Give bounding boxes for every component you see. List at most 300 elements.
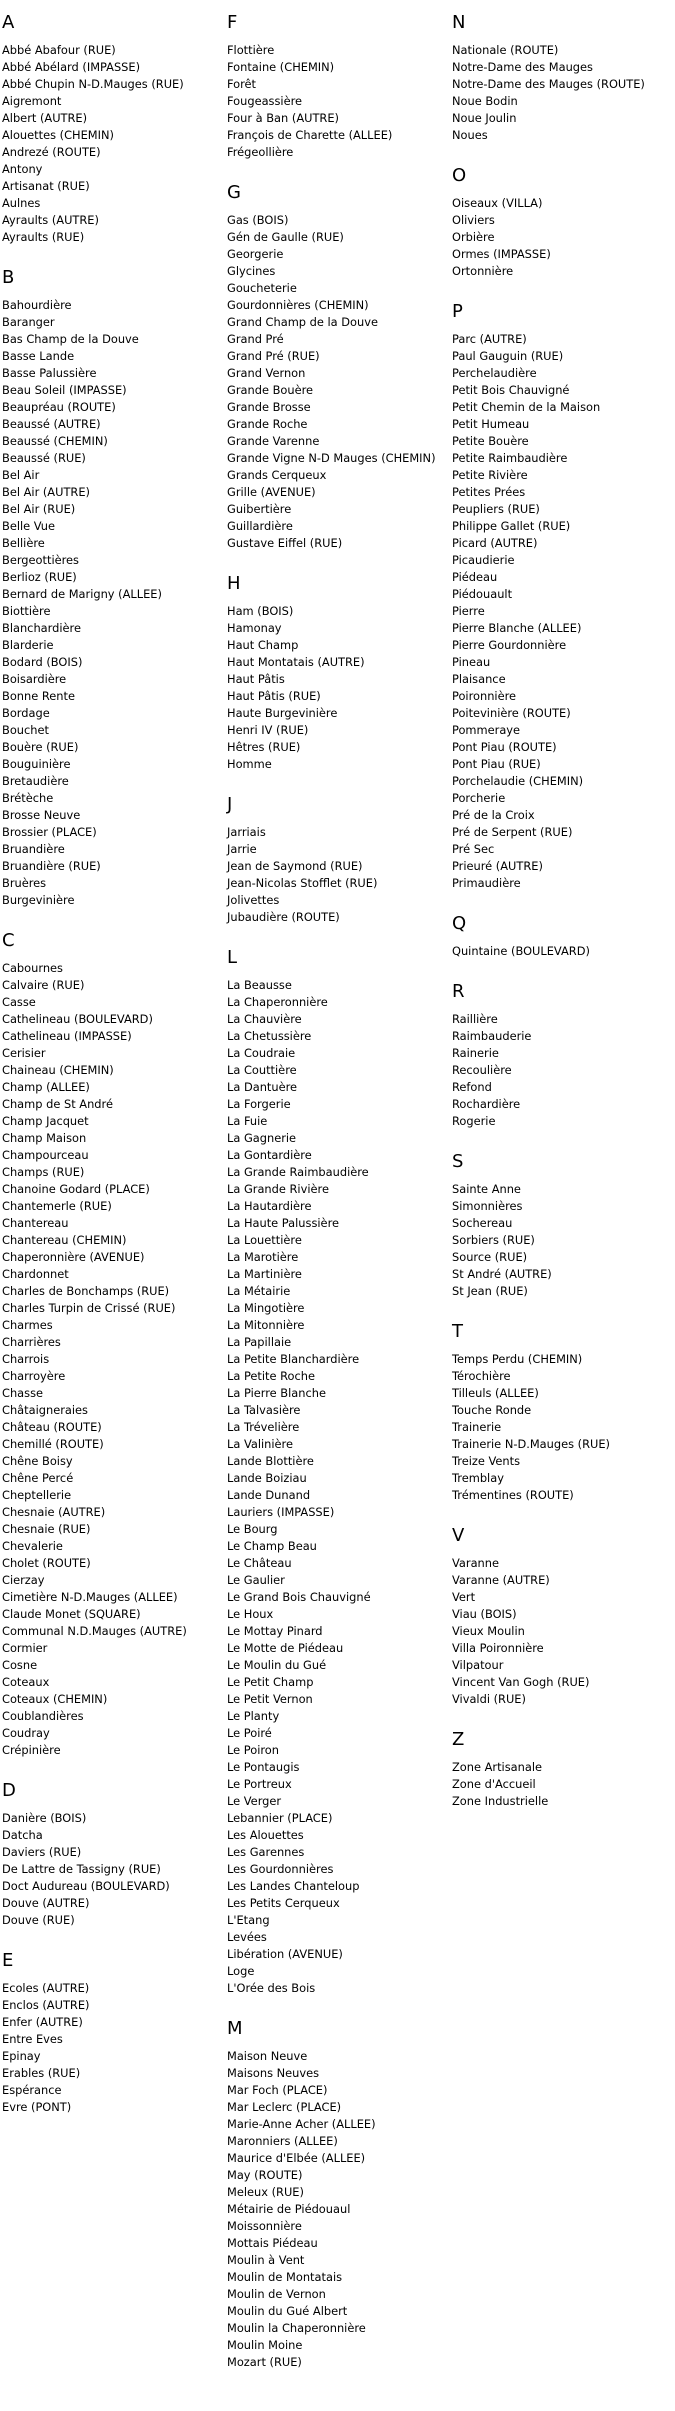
street-name: Petite Bouère xyxy=(452,434,529,448)
street-name: Peupliers (RUE) xyxy=(452,502,540,516)
street-name: Coublandières xyxy=(2,1709,84,1723)
street-name: Vert xyxy=(452,1590,476,1604)
street-name: Gas (BOIS) xyxy=(227,213,289,227)
street-name: Cabournes xyxy=(2,961,63,975)
street-name: La Pierre Blanche xyxy=(227,1386,326,1400)
street-name: Vivaldi (RUE) xyxy=(452,1692,526,1706)
street-name: Charmes xyxy=(2,1318,53,1332)
street-name: Les Garennes xyxy=(227,1845,305,1859)
street-name: Beaussé (RUE) xyxy=(2,451,86,465)
street-name: La Métairie xyxy=(227,1284,291,1298)
letter-section xyxy=(227,573,447,773)
street-name: Basse Lande xyxy=(2,349,75,363)
street-name: Danière (BOIS) xyxy=(2,1811,87,1825)
street-name: Bonne Rente xyxy=(2,689,75,703)
street-name: Les Landes Chanteloup xyxy=(227,1879,360,1893)
street-name: Beau Soleil (IMPASSE) xyxy=(2,383,127,397)
street-name: Ecoles (AUTRE) xyxy=(2,1981,90,1995)
street-name: Lande Blottière xyxy=(227,1454,314,1468)
street-name: Ham (BOIS) xyxy=(227,604,294,618)
street-name: Simonnières xyxy=(452,1199,523,1213)
street-name: Grands Cerqueux xyxy=(227,468,327,482)
letter-section xyxy=(2,1950,222,2116)
street-name: Le Champ Beau xyxy=(227,1539,317,1553)
street-name: Pré de Serpent (RUE) xyxy=(452,825,573,839)
street-name: Piédouault xyxy=(452,587,513,601)
street-name: Le Motte de Piédeau xyxy=(227,1641,344,1655)
street-name: Touche Ronde xyxy=(452,1403,532,1417)
street-name: Raimbauderie xyxy=(452,1029,532,1043)
street-name: Grand Vernon xyxy=(227,366,306,380)
street-name: Enfer (AUTRE) xyxy=(2,2015,83,2029)
street-name: Rogerie xyxy=(452,1114,496,1128)
street-name: Le Petit Vernon xyxy=(227,1692,313,1706)
street-name: Jolivettes xyxy=(227,893,280,907)
street-name: Grande Vigne N-D Mauges (CHEMIN) xyxy=(227,451,436,465)
street-name: Pierre Gourdonnière xyxy=(452,638,567,652)
section-letter-heading: Z xyxy=(452,1729,465,1750)
street-list xyxy=(452,943,672,960)
street-name: Cormier xyxy=(2,1641,48,1655)
street-name: Sochereau xyxy=(452,1216,513,1230)
street-name: Pineau xyxy=(452,655,491,669)
index-column xyxy=(452,12,672,1831)
street-name: Enclos (AUTRE) xyxy=(2,1998,90,2012)
street-name: Blanchardière xyxy=(2,621,81,635)
street-name: Le Poiré xyxy=(227,1726,272,1740)
street-name: Nationale (ROUTE) xyxy=(452,43,559,57)
street-name: Communal N.D.Mauges (AUTRE) xyxy=(2,1624,187,1638)
street-name: La Gagnerie xyxy=(227,1131,297,1145)
street-name: Aigremont xyxy=(2,94,62,108)
street-name: Quintaine (BOULEVARD) xyxy=(452,944,590,958)
street-name: Trainerie N-D.Mauges (RUE) xyxy=(452,1437,610,1451)
street-name: La Fuie xyxy=(227,1114,268,1128)
street-name: Charles Turpin de Crissé (RUE) xyxy=(2,1301,176,1315)
street-name: Zone Industrielle xyxy=(452,1794,549,1808)
street-name: Grand Pré xyxy=(227,332,284,346)
street-name: Philippe Gallet (RUE) xyxy=(452,519,571,533)
street-name: La Chetussière xyxy=(227,1029,312,1043)
street-name: La Petite Roche xyxy=(227,1369,316,1383)
street-name: Chevalerie xyxy=(2,1539,63,1553)
section-letter-heading: T xyxy=(452,1321,463,1342)
section-letter-heading: M xyxy=(227,2018,243,2039)
street-name: Crépinière xyxy=(2,1743,61,1757)
letter-section xyxy=(227,182,447,552)
street-name: Baranger xyxy=(2,315,55,329)
street-name: Primaudière xyxy=(452,876,521,890)
street-name: Noue Joulin xyxy=(452,111,517,125)
letter-section xyxy=(2,930,222,1759)
street-name: Château (ROUTE) xyxy=(2,1420,102,1434)
street-name: Charroyère xyxy=(2,1369,66,1383)
street-name: Douve (AUTRE) xyxy=(2,1896,90,1910)
street-name: La Mitonnière xyxy=(227,1318,305,1332)
street-name: Ayraults (RUE) xyxy=(2,230,85,244)
street-name: Sainte Anne xyxy=(452,1182,521,1196)
street-name: Bordage xyxy=(2,706,50,720)
street-name: Temps Perdu (CHEMIN) xyxy=(452,1352,583,1366)
street-list xyxy=(452,1011,672,1130)
street-name: Bahourdière xyxy=(2,298,72,312)
street-name: Vincent Van Gogh (RUE) xyxy=(452,1675,590,1689)
street-name: De Lattre de Tassigny (RUE) xyxy=(2,1862,161,1876)
street-name: Châtaigneraies xyxy=(2,1403,88,1417)
street-name: Moulin de Montatais xyxy=(227,2270,343,2284)
street-name: Le Verger xyxy=(227,1794,282,1808)
street-list xyxy=(452,1181,672,1300)
street-name: Térochière xyxy=(452,1369,511,1383)
street-name: Bruères xyxy=(2,876,47,890)
street-name: Mozart (RUE) xyxy=(227,2355,302,2369)
street-name: La Haute Palussière xyxy=(227,1216,340,1230)
street-name: Beaussé (CHEMIN) xyxy=(2,434,108,448)
letter-section xyxy=(452,165,672,280)
street-name: Bruandière (RUE) xyxy=(2,859,101,873)
street-name: Le Grand Bois Chauvigné xyxy=(227,1590,371,1604)
street-name: Glycines xyxy=(227,264,276,278)
street-list xyxy=(2,960,222,1759)
street-name: La Dantuère xyxy=(227,1080,298,1094)
street-name: Oiseaux (VILLA) xyxy=(452,196,543,210)
street-name: Le Petit Champ xyxy=(227,1675,314,1689)
street-name: Sorbiers (RUE) xyxy=(452,1233,535,1247)
street-name: Berlioz (RUE) xyxy=(2,570,77,584)
street-name: Chaperonnière (AVENUE) xyxy=(2,1250,145,1264)
letter-section xyxy=(227,794,447,926)
street-name: La Coudraie xyxy=(227,1046,296,1060)
street-name: Ormes (IMPASSE) xyxy=(452,247,551,261)
street-name: La Grande Raimbaudière xyxy=(227,1165,369,1179)
street-list xyxy=(227,42,447,161)
street-name: Zone d'Accueil xyxy=(452,1777,536,1791)
street-name: Trainerie xyxy=(452,1420,502,1434)
street-name: Le Portreux xyxy=(227,1777,292,1791)
street-name: Villa Poironnière xyxy=(452,1641,544,1655)
street-name: Daviers (RUE) xyxy=(2,1845,82,1859)
street-name: Meleux (RUE) xyxy=(227,2185,304,2199)
street-name: Four à Ban (AUTRE) xyxy=(227,111,339,125)
street-name: Lande Dunand xyxy=(227,1488,311,1502)
street-name: Lauriers (IMPASSE) xyxy=(227,1505,335,1519)
street-name: Cosne xyxy=(2,1658,38,1672)
street-name: La Valinière xyxy=(227,1437,293,1451)
section-letter-heading: R xyxy=(452,981,465,1002)
street-name: Frégeollière xyxy=(227,145,294,159)
street-name: Henri IV (RUE) xyxy=(227,723,309,737)
street-name: Champs (RUE) xyxy=(2,1165,85,1179)
street-name: Chantemerle (RUE) xyxy=(2,1199,112,1213)
street-name: François de Charette (ALLEE) xyxy=(227,128,393,142)
street-name: Noues xyxy=(452,128,488,142)
street-name: Noue Bodin xyxy=(452,94,518,108)
street-name: Brosse Neuve xyxy=(2,808,81,822)
street-name: Charles de Bonchamps (RUE) xyxy=(2,1284,170,1298)
street-name: Entre Eves xyxy=(2,2032,63,2046)
street-list xyxy=(2,1980,222,2116)
street-name: Jarrie xyxy=(227,842,257,856)
street-name: Abbé Abafour (RUE) xyxy=(2,43,116,57)
street-name: Goucheterie xyxy=(227,281,297,295)
street-name: Maisons Neuves xyxy=(227,2066,320,2080)
street-name: Alouettes (CHEMIN) xyxy=(2,128,114,142)
street-name: Brossier (PLACE) xyxy=(2,825,97,839)
street-name: Perchelaudière xyxy=(452,366,537,380)
street-name: Grande Brosse xyxy=(227,400,311,414)
street-name: Le Houx xyxy=(227,1607,274,1621)
street-name: Doct Audureau (BOULEVARD) xyxy=(2,1879,170,1893)
street-name: La Mingotière xyxy=(227,1301,305,1315)
street-name: Grand Pré (RUE) xyxy=(227,349,320,363)
street-name: Prieuré (AUTRE) xyxy=(452,859,543,873)
street-name: Chesnaie (AUTRE) xyxy=(2,1505,106,1519)
street-name: Coteaux xyxy=(2,1675,50,1689)
street-name: Champ de St André xyxy=(2,1097,113,1111)
street-list xyxy=(2,1810,222,1929)
street-name: Hamonay xyxy=(227,621,282,635)
street-name: Gourdonnières (CHEMIN) xyxy=(227,298,369,312)
street-list xyxy=(2,297,222,909)
street-name: Le Gaulier xyxy=(227,1573,285,1587)
section-letter-heading: O xyxy=(452,165,467,186)
street-name: La Martinière xyxy=(227,1267,302,1281)
street-name: Lebannier (PLACE) xyxy=(227,1811,333,1825)
street-list xyxy=(227,977,447,1997)
street-name: Bouchet xyxy=(2,723,49,737)
letter-section xyxy=(2,267,222,909)
street-name: Bellière xyxy=(2,536,45,550)
letter-section xyxy=(452,12,672,144)
street-name: Charrois xyxy=(2,1352,50,1366)
street-name: Moulin la Chaperonnière xyxy=(227,2321,366,2335)
street-name: Jean-Nicolas Stofflet (RUE) xyxy=(227,876,378,890)
street-name: Picard (AUTRE) xyxy=(452,536,538,550)
street-name: Haut Pâtis xyxy=(227,672,285,686)
street-name: Chantereau (CHEMIN) xyxy=(2,1233,127,1247)
street-name: Tremblay xyxy=(452,1471,504,1485)
street-name: Blarderie xyxy=(2,638,54,652)
street-name: Petit Chemin de la Maison xyxy=(452,400,601,414)
street-name: Le Château xyxy=(227,1556,292,1570)
street-name: Champourceau xyxy=(2,1148,89,1162)
street-name: Rainerie xyxy=(452,1046,499,1060)
section-letter-heading: G xyxy=(227,182,241,203)
street-name: Tilleuls (ALLEE) xyxy=(452,1386,539,1400)
street-name: Mar Foch (PLACE) xyxy=(227,2083,328,2097)
street-name: Brétèche xyxy=(2,791,54,805)
street-name: Homme xyxy=(227,757,272,771)
section-letter-heading: F xyxy=(227,12,238,33)
section-letter-heading: L xyxy=(227,947,238,968)
street-name: Moulin du Gué Albert xyxy=(227,2304,348,2318)
street-name: Moulin de Vernon xyxy=(227,2287,326,2301)
street-name: Chêne Percé xyxy=(2,1471,74,1485)
street-name: Cheptellerie xyxy=(2,1488,72,1502)
street-name: Pont Piau (ROUTE) xyxy=(452,740,557,754)
street-name: Refond xyxy=(452,1080,492,1094)
street-name: Grande Varenne xyxy=(227,434,320,448)
street-list xyxy=(452,195,672,280)
street-name: La Hautardière xyxy=(227,1199,312,1213)
street-name: Mottais Piédeau xyxy=(227,2236,318,2250)
street-name: Haut Champ xyxy=(227,638,299,652)
letter-section xyxy=(452,1525,672,1708)
section-letter-heading: E xyxy=(2,1950,14,1971)
street-name: Trémentines (ROUTE) xyxy=(452,1488,574,1502)
street-name: Bel Air (AUTRE) xyxy=(2,485,90,499)
street-name: La Chaperonnière xyxy=(227,995,328,1009)
street-name: Petit Humeau xyxy=(452,417,530,431)
street-name: Maison Neuve xyxy=(227,2049,308,2063)
street-name: Haute Burgevinière xyxy=(227,706,338,720)
index-column xyxy=(2,12,222,2137)
street-name: Charrières xyxy=(2,1335,61,1349)
street-name: Grande Bouère xyxy=(227,383,314,397)
street-list xyxy=(452,42,672,144)
street-name: Flottière xyxy=(227,43,275,57)
street-name: Abbé Chupin N-D.Mauges (RUE) xyxy=(2,77,184,91)
street-list xyxy=(227,2048,447,2371)
street-name: Levées xyxy=(227,1930,267,1944)
street-name: Raillière xyxy=(452,1012,498,1026)
street-name: Cholet (ROUTE) xyxy=(2,1556,91,1570)
street-name: Petite Rivière xyxy=(452,468,528,482)
street-name: Haut Pâtis (RUE) xyxy=(227,689,321,703)
street-name: Vilpatour xyxy=(452,1658,504,1672)
street-list xyxy=(2,42,222,246)
letter-section xyxy=(227,2018,447,2371)
street-list xyxy=(227,824,447,926)
street-name: Forêt xyxy=(227,77,257,91)
street-name: Gustave Eiffel (RUE) xyxy=(227,536,343,550)
street-name: Bouguinière xyxy=(2,757,71,771)
street-name: Treize Vents xyxy=(452,1454,521,1468)
street-name: Bretaudière xyxy=(2,774,69,788)
street-name: Moissonnière xyxy=(227,2219,302,2233)
street-name: Viau (BOIS) xyxy=(452,1607,517,1621)
street-name: Biottière xyxy=(2,604,51,618)
street-name: Petite Raimbaudière xyxy=(452,451,568,465)
street-name: Cathelineau (IMPASSE) xyxy=(2,1029,132,1043)
street-name: Le Planty xyxy=(227,1709,280,1723)
letter-section xyxy=(227,12,447,161)
street-name: Le Mottay Pinard xyxy=(227,1624,323,1638)
street-name: Georgerie xyxy=(227,247,284,261)
street-name: Epinay xyxy=(2,2049,41,2063)
street-name: Source (RUE) xyxy=(452,1250,528,1264)
street-name: Pré de la Croix xyxy=(452,808,535,822)
street-name: Bel Air (RUE) xyxy=(2,502,76,516)
letter-section xyxy=(452,1151,672,1300)
street-name: La Talvasière xyxy=(227,1403,301,1417)
street-name: Beaupréau (ROUTE) xyxy=(2,400,116,414)
street-name: Grand Champ de la Douve xyxy=(227,315,378,329)
street-name: Bernard de Marigny (ALLEE) xyxy=(2,587,162,601)
street-name: Cerisier xyxy=(2,1046,46,1060)
street-list xyxy=(452,331,672,892)
street-name: Pont Piau (RUE) xyxy=(452,757,541,771)
street-name: Les Gourdonnières xyxy=(227,1862,334,1876)
letter-section xyxy=(452,981,672,1130)
street-name: Maurice d'Elbée (ALLEE) xyxy=(227,2151,366,2165)
street-name: Hêtres (RUE) xyxy=(227,740,301,754)
index-column xyxy=(227,12,447,2392)
street-name: Plaisance xyxy=(452,672,506,686)
street-name: Moulin à Vent xyxy=(227,2253,305,2267)
street-name: Chesnaie (RUE) xyxy=(2,1522,91,1536)
street-name: Basse Palussière xyxy=(2,366,97,380)
street-name: Piédeau xyxy=(452,570,498,584)
street-name: Le Poiron xyxy=(227,1743,279,1757)
street-name: Porchelaudie (CHEMIN) xyxy=(452,774,584,788)
section-letter-heading: P xyxy=(452,301,463,322)
street-name: Fougeassière xyxy=(227,94,303,108)
street-name: Recoulière xyxy=(452,1063,512,1077)
street-name: Orbière xyxy=(452,230,495,244)
street-name: Cathelineau (BOULEVARD) xyxy=(2,1012,153,1026)
street-name: Jubaudière (ROUTE) xyxy=(227,910,340,924)
street-name: Cierzay xyxy=(2,1573,45,1587)
street-name: Bergeottières xyxy=(2,553,79,567)
street-name: Bruandière xyxy=(2,842,65,856)
street-list xyxy=(227,212,447,552)
section-letter-heading: Q xyxy=(452,913,467,934)
street-name: Varanne (AUTRE) xyxy=(452,1573,550,1587)
street-name: Oliviers xyxy=(452,213,495,227)
street-name: Bel Air xyxy=(2,468,40,482)
street-name: Cimetière N-D.Mauges (ALLEE) xyxy=(2,1590,178,1604)
street-name: Erables (RUE) xyxy=(2,2066,81,2080)
section-letter-heading: S xyxy=(452,1151,464,1172)
street-name: L'Etang xyxy=(227,1913,270,1927)
street-name: Métairie de Piédouaul xyxy=(227,2202,351,2216)
street-name: Champ Jacquet xyxy=(2,1114,89,1128)
street-name: La Marotière xyxy=(227,1250,299,1264)
street-name: La Couttière xyxy=(227,1063,297,1077)
street-name: Petit Bois Chauvigné xyxy=(452,383,570,397)
street-name: Petites Prées xyxy=(452,485,526,499)
street-name: Moulin Moine xyxy=(227,2338,303,2352)
street-name: La Forgerie xyxy=(227,1097,291,1111)
letter-section xyxy=(2,1780,222,1929)
street-name: Ortonnière xyxy=(452,264,514,278)
street-list xyxy=(452,1555,672,1708)
street-name: Picaudierie xyxy=(452,553,515,567)
street-name: Mar Leclerc (PLACE) xyxy=(227,2100,342,2114)
street-list xyxy=(452,1351,672,1504)
street-name: Les Alouettes xyxy=(227,1828,304,1842)
street-name: Champ (ALLEE) xyxy=(2,1080,90,1094)
street-name: Belle Vue xyxy=(2,519,56,533)
street-name: Abbé Abélard (IMPASSE) xyxy=(2,60,141,74)
street-name: La Papillaie xyxy=(227,1335,292,1349)
street-name: Parc (AUTRE) xyxy=(452,332,527,346)
section-letter-heading: D xyxy=(2,1780,16,1801)
street-name: Les Petits Cerqueux xyxy=(227,1896,340,1910)
street-name: Marie-Anne Acher (ALLEE) xyxy=(227,2117,376,2131)
street-name: Chaineau (CHEMIN) xyxy=(2,1063,114,1077)
street-name: Pierre xyxy=(452,604,485,618)
street-name: Champ Maison xyxy=(2,1131,87,1145)
street-name: La Louettière xyxy=(227,1233,302,1247)
street-name: Maronniers (ALLEE) xyxy=(227,2134,338,2148)
letter-section xyxy=(452,1729,672,1810)
section-letter-heading: V xyxy=(452,1525,465,1546)
street-name: Loge xyxy=(227,1964,255,1978)
letter-section xyxy=(2,12,222,246)
street-name: Lande Boiziau xyxy=(227,1471,307,1485)
